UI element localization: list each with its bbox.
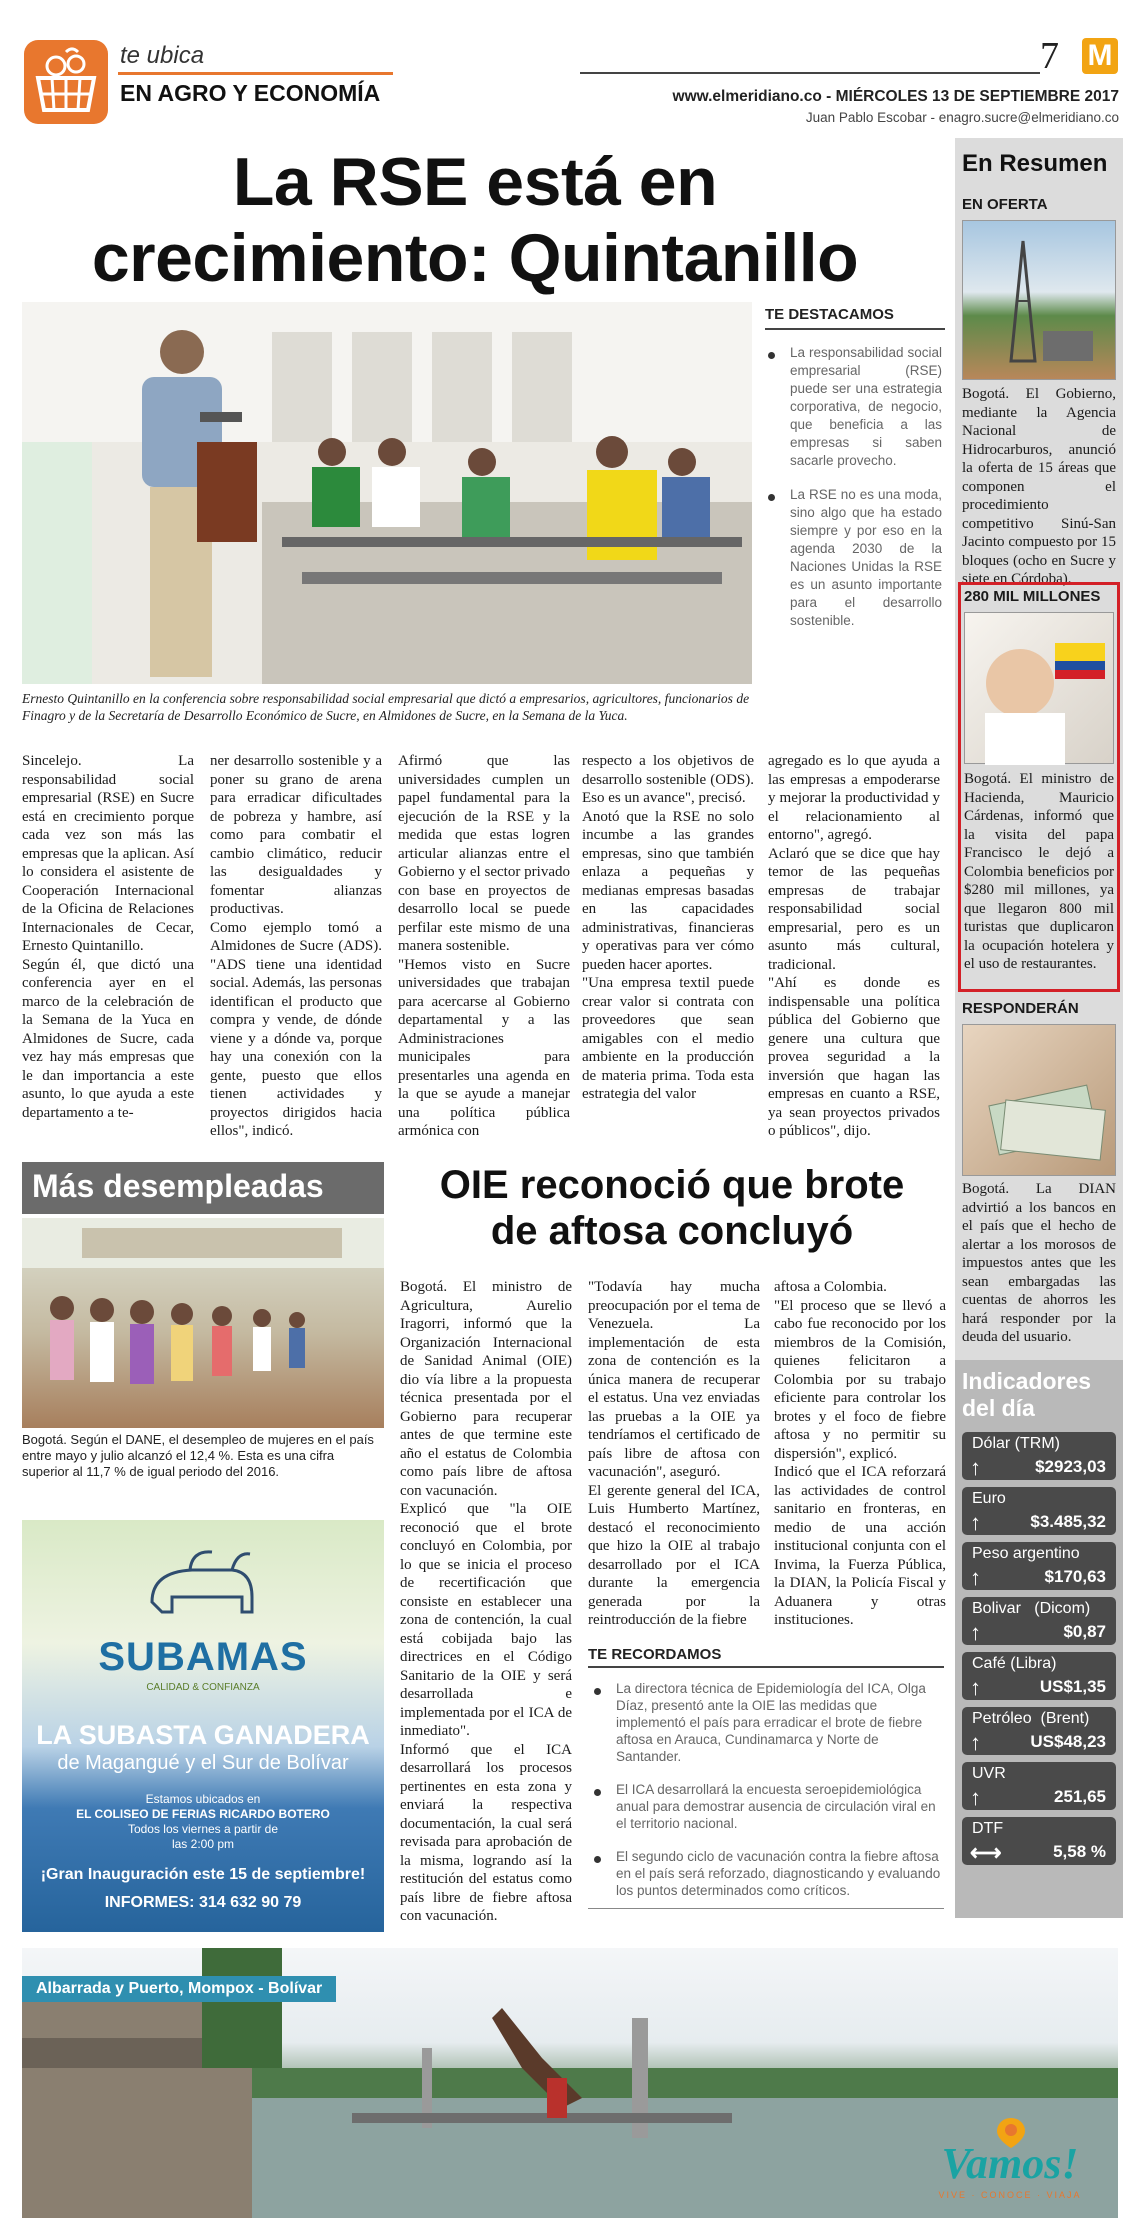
arrow-up-icon: ↑ [970,1730,981,1755]
main-article-col-1 [22,752,194,1122]
oil-rig-icon [963,221,1117,381]
indicator-name: Bolivar (Dicom) [972,1600,1091,1617]
ad-location-line: las 2:00 pm [171,1837,235,1851]
queue-of-people-image [22,1218,384,1428]
highlight-item: La responsabilidad social empresarial (RSE) puede ser una estrategia corporativa, de negocio, que beneficia a las empresas si saben sacarle provecho. [762,344,942,470]
reminder-list [588,1680,944,1915]
main-headline-line1: La RSE está en [232,144,718,220]
page-number: 7 [1040,35,1059,77]
newspaper-logo [1082,38,1118,74]
logo-letter: M [1087,39,1113,72]
indicator-value: $3.485,32 [1030,1512,1106,1531]
indicator-name: Café (Libra) [972,1655,1057,1672]
article-text: ner desarrollo sostenible y a poner su grano de arena para erradicar dificultades de pobreza y hambre, así como para combatir el cambio climático, reducir las desigualdades y fomentar alianzas productivas. Como ejemplo tomó a Almidones de Sucre (ADS). "ADS tiene una identidad social. Además, las personas identifican el producto que compra y vende, de dónde viene y a dónde va, porque hay una conexión con la gente, puesto que ellos tienen actividades y proyectos dirigidos hacia ellos", indicó. [210,753,382,1139]
basket-icon [22,38,110,126]
money-photo [962,1024,1116,1176]
main-article-col-3 [398,752,570,1141]
sidebar-label: RESPONDERÁN [962,1000,1079,1017]
arrow-both-icon: ⟷ [970,1840,1002,1865]
section-pre-title: te ubica [120,42,205,69]
oie-headline-line1: OIE reconoció que brote [439,1163,905,1207]
oie-col-3 [774,1278,946,1630]
arrow-up-icon: ↑ [970,1510,981,1535]
reminder-item: El segundo ciclo de vacunación contra la fiebre aftosa en el país será reforzado, diagnosticando y evaluando los puntos determinados como críticos. [588,1848,944,1899]
unemployment-caption: Bogotá. Según el DANE, el desempleo de mujeres en el país entre mayo y julio alcanzó el 12,4 %. Esta es una cifra superior al 11,7 % de igual periodo del 2016. [22,1432,374,1479]
article-text: Sincelejo. La responsabilidad social empresarial (RSE) en Sucre está en crecimiento porque cada vez son más las empresas que la aplican. Así lo considera el asistente de Cooperación Internacional de la Oficina de Relaciones Internacionales de Cecar, Ernesto Quintanillo. Según él, que dictó una conferencia ayer en el marco de la celebración de la Semana de la Yuca en Almidones de Sucre, cada vez hay más empresas que le dan importancia a este asunto, lo que ayuda a este departamento a te- [22,753,194,1121]
vamos-logo-text: Vamos! [941,2139,1079,2188]
indicator-value: $2923,03 [1035,1457,1106,1476]
author-line: Juan Pablo Escobar - enagro.sucre@elmeridiano.co [805,110,1119,125]
arrow-up-icon: ↑ [970,1675,981,1700]
indicator-name: UVR [972,1765,1006,1782]
sidebar-item-text: Bogotá. El ministro de Hacienda, Mauricio Cárdenas, informó que la visita del papa Francisco le dejó a Colombia beneficios por $280 mil millones, ya que llegaron 800 mil turistas que duplicaron la ocupación hotelera y el uso de restaurantes. [964,771,1114,972]
cattle-logo-icon [132,1542,272,1632]
reminder-item: La directora técnica de Epidemiología del ICA, Olga Díaz, presentó ante la OIE las medidas que implementó el país para erradicar el brote de fiebre aftosa en Arauca, Cundinamarca y Norte de Santander. [588,1680,944,1765]
pope-photo [964,612,1114,764]
sidebar-label: EN OFERTA [962,196,1048,213]
reminder-title: TE RECORDAMOS [588,1646,722,1663]
arrow-up-icon: ↑ [970,1620,981,1645]
indicator-name: Euro [972,1490,1006,1507]
indicator-name: Petróleo (Brent) [972,1710,1090,1727]
indicator-row [962,1597,1116,1645]
indicator-row [962,1542,1116,1590]
article-text: agregado es lo que ayuda a las empresas a empoderarse y mejorar la productividad y el relacionamiento al entorno", agregó. Aclaró que se dice que hay temor de las pequeñas empresas de trabajar responsabilidad social empresarial, pero es un asunto más cultural, tradicional. "Ahí es donde es indispensable una política pública del Gobierno que genere una cultura que provea seguridad a la inversión que hagan las empresas en cuanto a RSE, ya sean proyectos privados o públicos", dijo. [768,753,940,1139]
ad-location-line: Estamos ubicados en [145,1792,261,1806]
oie-col-1 [400,1278,572,1926]
conference-scene-image [22,302,752,684]
section-title: EN AGRO Y ECONOMÍA [120,80,381,106]
article-text: aftosa a Colombia. "El proceso que se llevó a cabo fue reconocido por los miembros de la Comisión, quienes felicitaron a Colombia por su trabajo eficiente para controlar los brotes y el foco de fiebre aftosa y no permitir su dispersión", explicó. Indicó que el ICA reforzará las actividades de control sanitario en fronteras, en medio de una acción institucional conjunta con el Invima, la Fuerza Pública, la DIAN, la Policía Fiscal y Aduanera y otras instituciones. [774,1279,946,1628]
oil-rig-photo [962,220,1116,380]
arrow-up-icon: ↑ [970,1565,981,1590]
ad-brand: SUBAMAS [98,1635,308,1679]
header-rule [580,72,1040,74]
indicators-title-line1: Indicadores [962,1368,1092,1394]
location-label: Albarrada y Puerto, Mompox - Bolívar [22,1976,336,2002]
reminder-item: El ICA desarrollará la encuesta seroepidemiológica anual para demostrar ausencia de circulación viral en el territorio nacional. [588,1781,944,1832]
article-text: Bogotá. El ministro de Agricultura, Aurelio Iragorri, informó que la Organización Internacional de Sanidad Animal (OIE) dio vía libre a la propuesta técnica presentada por el Gobierno para recuperar antes de que termine este año el estatus de Colombia como país libre de aftosa con vacunación. Explicó que "la OIE reconoció que el brote concluyó en Colombia, por lo que se inicia el proceso de recertificación que consiste en establecer una zona de contención, la cual está cobijada bajo las directrices en el Código Sanitario de la OIE y será desarrollada e implementada por el ICA de inmediato". Informó que el ICA desarrollará los procesos pertinentes en esta zona y enviará la respectiva documentación, la cual será revisada para aprobación de la misma, logrando así la restitución del estatus como país libre de fiebre aftosa con vacunación. [400,1279,572,1924]
indicator-row [962,1762,1116,1810]
indicator-value: 251,65 [1054,1787,1106,1806]
mompox-photo [22,1948,1118,2218]
arrow-up-icon: ↑ [970,1455,981,1480]
sidebar-item-text: Bogotá. El Gobierno, mediante la Agencia Nacional de Hidrocarburos, anunció la oferta de 15 áreas que componen el procedimiento competitivo Sinú-San Jacinto compuesto por 15 bloques (ocho en Sucre y siete en Córdoba). [962,386,1116,587]
reminder-rule [588,1666,944,1668]
oie-col-2 [588,1278,760,1630]
article-text: Afirmó que las universidades cumplen un papel fundamental para la ejecución de la RSE y la medida que estas logren articular alianzas entre el Gobierno y el sector privado con base en proyectos de desarrollo local se puede perfilar este mismo de una manera sostenible. "Hemos visto en Sucre universidades que trabajan para acercarse al Gobierno departamental y a las Administraciones municipales para presentarles una agenda en la que se ayude a manejar una política pública armónica con [398,753,570,1139]
highlights-title: TE DESTACAMOS [765,306,894,323]
indicator-name: DTF [972,1820,1004,1837]
oie-headline-line2: de aftosa concluyó [490,1209,854,1253]
indicator-row [962,1432,1116,1480]
unemployment-title: Más desempleadas [32,1168,324,1204]
ad-inauguration: ¡Gran Inauguración este 15 de septiembre! [40,1866,366,1883]
article-text: respecto a los objetivos de desarrollo sostenible (ODS). Eso es un avance", precisó. Anotó que la RSE no solo incumbe a las grandes empresas, sino que también enlaza a pequeñas y medianas empresas basadas en las capacidades administrativas, financieras y operativas para ver cómo pueden hacer aportes. "Una empresa textil puede crear valor si contrata con proveedores que sean amigables con el medio ambiente en la producción de materia prima. Toda esta estrategia del valor [582,753,754,1102]
indicator-value: US$1,35 [1039,1677,1106,1696]
ad-location-line: EL COLISEO DE FERIAS RICARDO BOTERO [76,1807,330,1821]
highlights-rule [765,328,945,330]
highlights-list [762,344,942,646]
ad-phone: INFORMES: 314 632 90 79 [104,1894,302,1911]
main-article-col-5 [768,752,940,1141]
indicators-title [962,1368,1091,1422]
unemployment-photo [22,1218,384,1428]
indicator-row [962,1707,1116,1755]
vamos-brand [910,2116,1110,2206]
indicator-name: Peso argentino [972,1545,1080,1562]
indicator-value: 5,58 % [1053,1842,1106,1861]
indicator-row [962,1652,1116,1700]
indicator-value: US$48,23 [1030,1732,1106,1751]
subamas-ad [22,1520,384,1932]
indicator-row [962,1487,1116,1535]
sidebar-label: 280 MIL MILLONES [964,588,1101,605]
indicator-value: $0,87 [1063,1622,1106,1641]
photo-caption: Ernesto Quintanillo en la conferencia sobre responsabilidad social empresarial que dictó a empresarios, agricultores, funcionarios de Finagro y de la Secretaría de Desarrollo Económico de Sucre, en Almidones de Sucre, en la Semana de la Yuca. [22,691,750,723]
main-article-col-4 [582,752,754,1104]
ad-headline: LA SUBASTA GANADERA [36,1720,370,1750]
indicator-row [962,1817,1116,1865]
section-divider [118,72,393,75]
ad-subhead: de Magangué y el Sur de Bolívar [57,1752,349,1774]
article-text: "Todavía hay mucha preocupación por el tema de Venezuela. La implementación de esta zona de contención es la única manera de recuperar el estatus. Una vez enviadas las pruebas a la OIE ya tendríamos el certificado de país libre de aftosa con vacunación", aseguró. El gerente general del ICA, Luis Humberto Martínez, destacó el reconocimiento que hizo la OIE al trabajo desarrollado por el ICA durante la emergencia generada por la reintroducción de la fiebre [588,1279,760,1628]
ad-location [22,1792,384,1852]
sidebar-item-text: Bogotá. La DIAN advirtió a los bancos en el país que el hecho de alertar a los morosos de impuestos antes que les sean embargadas las cuentas de ahorros les hará responder por la deuda del usuario. [962,1181,1116,1345]
flag-icon [965,613,1115,765]
indicators-title-line2: del día [962,1395,1035,1421]
main-article-col-2 [210,752,382,1141]
section-logo [22,38,110,126]
main-headline [20,144,930,296]
indicator-name: Dólar (TRM) [972,1435,1060,1452]
vamos-tagline: VIVE · CONOCE · VIAJA [938,2190,1082,2200]
oie-headline [398,1162,946,1254]
indicator-value: $170,63 [1044,1567,1106,1586]
ad-tagline: CALIDAD & CONFIANZA [146,1682,260,1693]
ad-location-line: Todos los viernes a partir de [127,1822,279,1836]
main-headline-line2: crecimiento: Quintanillo [91,220,859,296]
highlight-item: La RSE no es una moda, sino algo que ha estado siempre y por eso en la agenda 2030 de la Naciones Unidas la RSE es un asunto importante para el desarrollo sostenible. [762,486,942,630]
conference-photo [22,302,752,684]
banknotes-icon [963,1025,1117,1177]
reminder-bottom-rule [588,1908,944,1909]
site-date-line: www.elmeridiano.co - MIÉRCOLES 13 DE SEPTIEMBRE 2017 [672,88,1119,105]
sidebar-title: En Resumen [962,150,1108,177]
unemployment-title-bar [22,1162,384,1214]
arrow-up-icon: ↑ [970,1785,981,1810]
